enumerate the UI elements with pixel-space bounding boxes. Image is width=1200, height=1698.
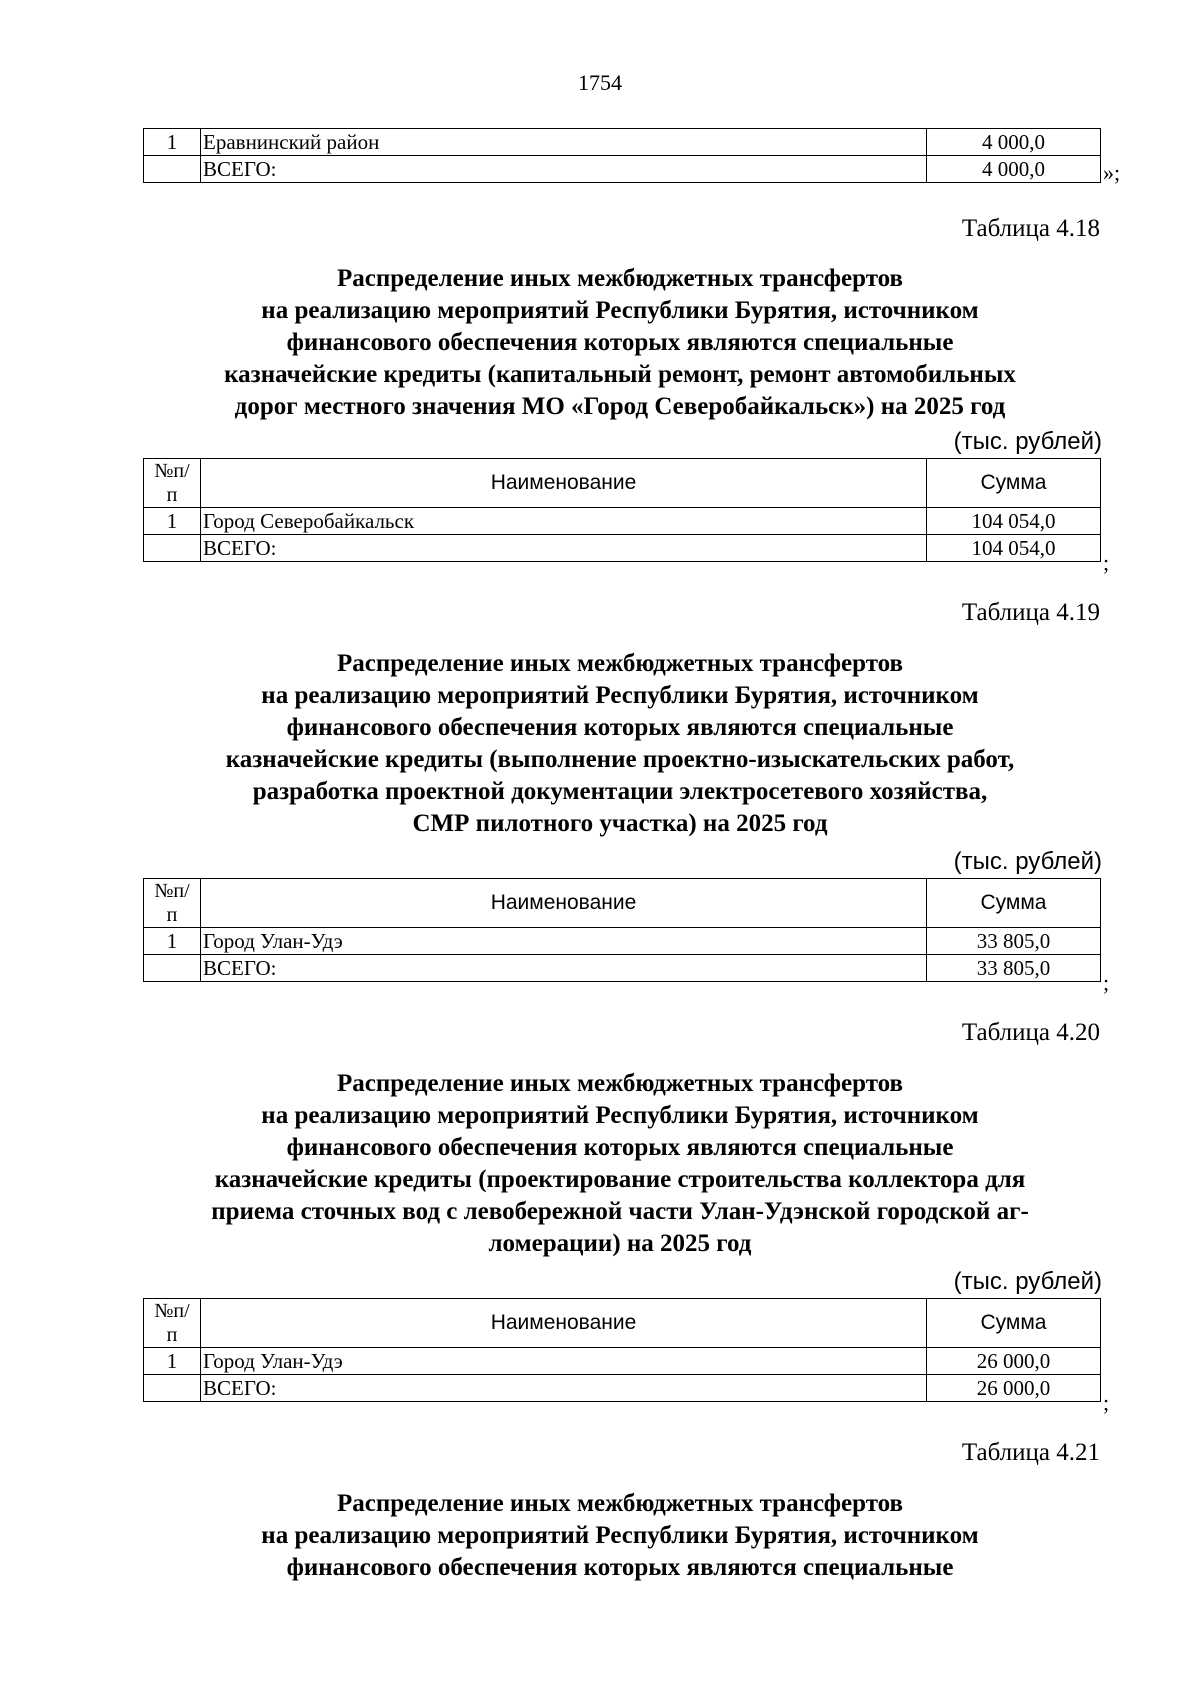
table-title-4-18 — [120, 263, 1120, 423]
title-line: на реализацию мероприятий Республики Бурятия, источником — [261, 1522, 979, 1549]
title-line: казначейские кредиты (проектирование строительства коллектора для — [214, 1166, 1026, 1193]
row-name: ВСЕГО: — [201, 1375, 927, 1402]
title-line: СМР пилотного участка) на 2025 год — [412, 810, 828, 837]
row-number — [144, 535, 201, 562]
row-number: 1 — [144, 928, 201, 955]
table-tail: ; — [1103, 1390, 1110, 1415]
title-line: на реализацию мероприятий Республики Бурятия, источником — [261, 297, 979, 324]
table-row — [144, 928, 1101, 955]
title-line: финансового обеспечения которых являются специальные — [286, 1134, 954, 1161]
header-name: Наименование — [201, 1299, 927, 1348]
row-name: Город Улан-Удэ — [201, 1348, 927, 1375]
row-sum: 104 054,0 — [927, 508, 1101, 535]
table-tail: ; — [1103, 970, 1110, 995]
row-sum: 4 000,0 — [927, 129, 1101, 156]
row-name: ВСЕГО: — [201, 535, 927, 562]
table-row-total — [144, 955, 1101, 982]
title-line: казначейские кредиты (капитальный ремонт, ремонт автомобильных — [224, 361, 1016, 388]
table-label-4-18: Таблица 4.18 — [961, 215, 1100, 242]
row-number: 1 — [144, 1348, 201, 1375]
table-title-4-20 — [120, 1068, 1120, 1260]
title-line: приема сточных вод с левобережной части Улан-Удэнской городской аг- — [211, 1198, 1029, 1225]
units-label: (тыс. рублей) — [953, 848, 1102, 875]
row-sum: 26 000,0 — [927, 1348, 1101, 1375]
table-label-4-19: Таблица 4.19 — [961, 599, 1100, 626]
title-line: разработка проектной документации электросетевого хозяйства, — [252, 778, 988, 805]
title-line: казначейские кредиты (выполнение проектно-изыскательских работ, — [225, 746, 1015, 773]
table-row-total — [144, 156, 1101, 183]
table-header-row — [144, 459, 1101, 508]
row-sum: 4 000,0 — [927, 156, 1101, 183]
header-number: №п/ п — [144, 459, 201, 508]
closing-quote: »; — [1103, 160, 1121, 185]
row-name: Город Улан-Удэ — [201, 928, 927, 955]
title-line: Распределение иных межбюджетных трансфертов — [336, 650, 904, 677]
title-line: финансового обеспечения которых являются специальные — [286, 714, 954, 741]
header-sum: Сумма — [927, 879, 1101, 928]
row-sum: 33 805,0 — [927, 928, 1101, 955]
row-number — [144, 955, 201, 982]
title-line: Распределение иных межбюджетных трансфертов — [336, 1490, 904, 1517]
title-line: ломерации) на 2025 год — [488, 1230, 752, 1257]
title-line: дорог местного значения МО «Город Северобайкальск») на 2025 год — [234, 393, 1006, 420]
title-line: Распределение иных межбюджетных трансфертов — [336, 1070, 904, 1097]
row-name: ВСЕГО: — [201, 156, 927, 183]
header-number: №п/ п — [144, 879, 201, 928]
header-name: Наименование — [201, 879, 927, 928]
row-sum: 26 000,0 — [927, 1375, 1101, 1402]
header-sum: Сумма — [927, 459, 1101, 508]
row-name: Город Северобайкальск — [201, 508, 927, 535]
title-line: финансового обеспечения которых являются специальные — [286, 1554, 954, 1581]
row-number — [144, 156, 201, 183]
table-title-4-21 — [120, 1488, 1120, 1584]
table-label-4-21: Таблица 4.21 — [961, 1439, 1100, 1466]
table-row-total — [144, 535, 1101, 562]
units-label: (тыс. рублей) — [953, 1268, 1102, 1295]
row-name: ВСЕГО: — [201, 955, 927, 982]
page-number: 1754 — [578, 70, 622, 95]
table-row — [144, 508, 1101, 535]
table-header-row — [144, 1299, 1101, 1348]
title-line: Распределение иных межбюджетных трансфертов — [336, 265, 904, 292]
table-row-total — [144, 1375, 1101, 1402]
row-name: Еравнинский район — [201, 129, 927, 156]
table-row — [144, 1348, 1101, 1375]
row-number: 1 — [144, 129, 201, 156]
row-number: 1 — [144, 508, 201, 535]
title-line: на реализацию мероприятий Республики Бурятия, источником — [261, 682, 979, 709]
row-sum: 104 054,0 — [927, 535, 1101, 562]
continuation-table — [143, 128, 1101, 183]
title-line: финансового обеспечения которых являются специальные — [286, 329, 954, 356]
table-4-19 — [143, 878, 1101, 982]
header-sum: Сумма — [927, 1299, 1101, 1348]
table-label-4-20: Таблица 4.20 — [961, 1019, 1100, 1046]
table-4-20 — [143, 1298, 1101, 1402]
title-line: на реализацию мероприятий Республики Бурятия, источником — [261, 1102, 979, 1129]
table-tail: ; — [1103, 550, 1110, 575]
table-4-18 — [143, 458, 1101, 562]
table-row — [144, 129, 1101, 156]
header-name: Наименование — [201, 459, 927, 508]
table-title-4-19 — [120, 648, 1120, 840]
row-sum: 33 805,0 — [927, 955, 1101, 982]
row-number — [144, 1375, 201, 1402]
units-label: (тыс. рублей) — [953, 428, 1102, 455]
header-number: №п/ п — [144, 1299, 201, 1348]
table-header-row — [144, 879, 1101, 928]
